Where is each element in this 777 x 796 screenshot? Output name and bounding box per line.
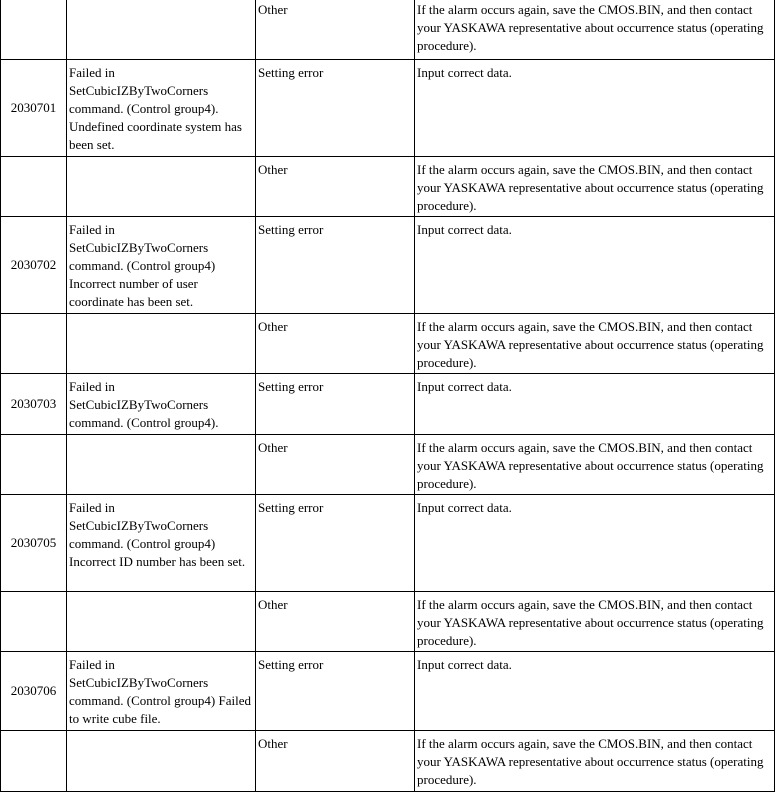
alarm-code-cell: 2030703 — [1, 374, 67, 435]
alarm-message-cell: Failed in SetCubicIZByTwoCorners command. (Control group4) Incorrect number of user coordinate has been set. — [67, 217, 256, 314]
remedy-cell: Input correct data. — [415, 652, 775, 731]
remedy-cell: If the alarm occurs again, save the CMOS.BIN, and then contact your YASKAWA representative about occurrence status (operating procedure). — [415, 0, 775, 60]
alarm-message-cell: Failed in SetCubicIZByTwoCorners command. (Control group4) Failed to write cube file. — [67, 652, 256, 731]
remedy-cell: If the alarm occurs again, save the CMOS.BIN, and then contact your YASKAWA representative about occurrence status (operating procedure). — [415, 314, 775, 374]
alarm-code-cell — [1, 314, 67, 374]
cause-cell: Setting error — [256, 217, 415, 314]
table-row — [1, 217, 775, 314]
alarm-code-cell: 2030702 — [1, 217, 67, 314]
cause-cell: Other — [256, 435, 415, 495]
cause-cell: Other — [256, 0, 415, 60]
remedy-cell: If the alarm occurs again, save the CMOS.BIN, and then contact your YASKAWA representative about occurrence status (operating procedure). — [415, 435, 775, 495]
cause-cell: Other — [256, 314, 415, 374]
alarm-message-cell — [67, 592, 256, 652]
table-row — [1, 0, 775, 60]
alarm-message-cell — [67, 314, 256, 374]
cause-cell: Setting error — [256, 495, 415, 592]
alarm-code-cell: 2030701 — [1, 60, 67, 157]
cause-cell: Other — [256, 731, 415, 792]
remedy-cell: Input correct data. — [415, 60, 775, 157]
table-row — [1, 60, 775, 157]
table-row — [1, 435, 775, 495]
remedy-cell: Input correct data. — [415, 374, 775, 435]
table-row — [1, 652, 775, 731]
cause-cell: Setting error — [256, 374, 415, 435]
alarm-code-cell — [1, 435, 67, 495]
alarm-message-cell — [67, 731, 256, 792]
table-row — [1, 495, 775, 592]
alarm-message-cell — [67, 435, 256, 495]
alarm-code-cell — [1, 592, 67, 652]
table-row — [1, 592, 775, 652]
alarm-code-cell: 2030706 — [1, 652, 67, 731]
remedy-cell: Input correct data. — [415, 217, 775, 314]
table-row — [1, 374, 775, 435]
cause-cell: Other — [256, 592, 415, 652]
alarm-message-cell: Failed in SetCubicIZByTwoCorners command. (Control group4) Incorrect ID number has been set. — [67, 495, 256, 592]
cause-cell: Setting error — [256, 652, 415, 731]
remedy-cell: If the alarm occurs again, save the CMOS.BIN, and then contact your YASKAWA representative about occurrence status (operating procedure). — [415, 157, 775, 217]
alarm-code-cell — [1, 0, 67, 60]
table-row — [1, 314, 775, 374]
alarm-code-cell: 2030705 — [1, 495, 67, 592]
table-row — [1, 157, 775, 217]
alarm-message-cell — [67, 157, 256, 217]
remedy-cell: If the alarm occurs again, save the CMOS.BIN, and then contact your YASKAWA representative about occurrence status (operating procedure). — [415, 731, 775, 792]
remedy-cell: If the alarm occurs again, save the CMOS.BIN, and then contact your YASKAWA representative about occurrence status (operating procedure). — [415, 592, 775, 652]
cause-cell: Other — [256, 157, 415, 217]
alarm-code-cell — [1, 157, 67, 217]
alarm-message-cell — [67, 0, 256, 60]
table-row — [1, 731, 775, 792]
alarm-message-cell: Failed in SetCubicIZByTwoCorners command. (Control group4). — [67, 374, 256, 435]
cause-cell: Setting error — [256, 60, 415, 157]
alarm-code-cell — [1, 731, 67, 792]
remedy-cell: Input correct data. — [415, 495, 775, 592]
alarm-message-cell: Failed in SetCubicIZByTwoCorners command. (Control group4). Undefined coordinate system has been set. — [67, 60, 256, 157]
